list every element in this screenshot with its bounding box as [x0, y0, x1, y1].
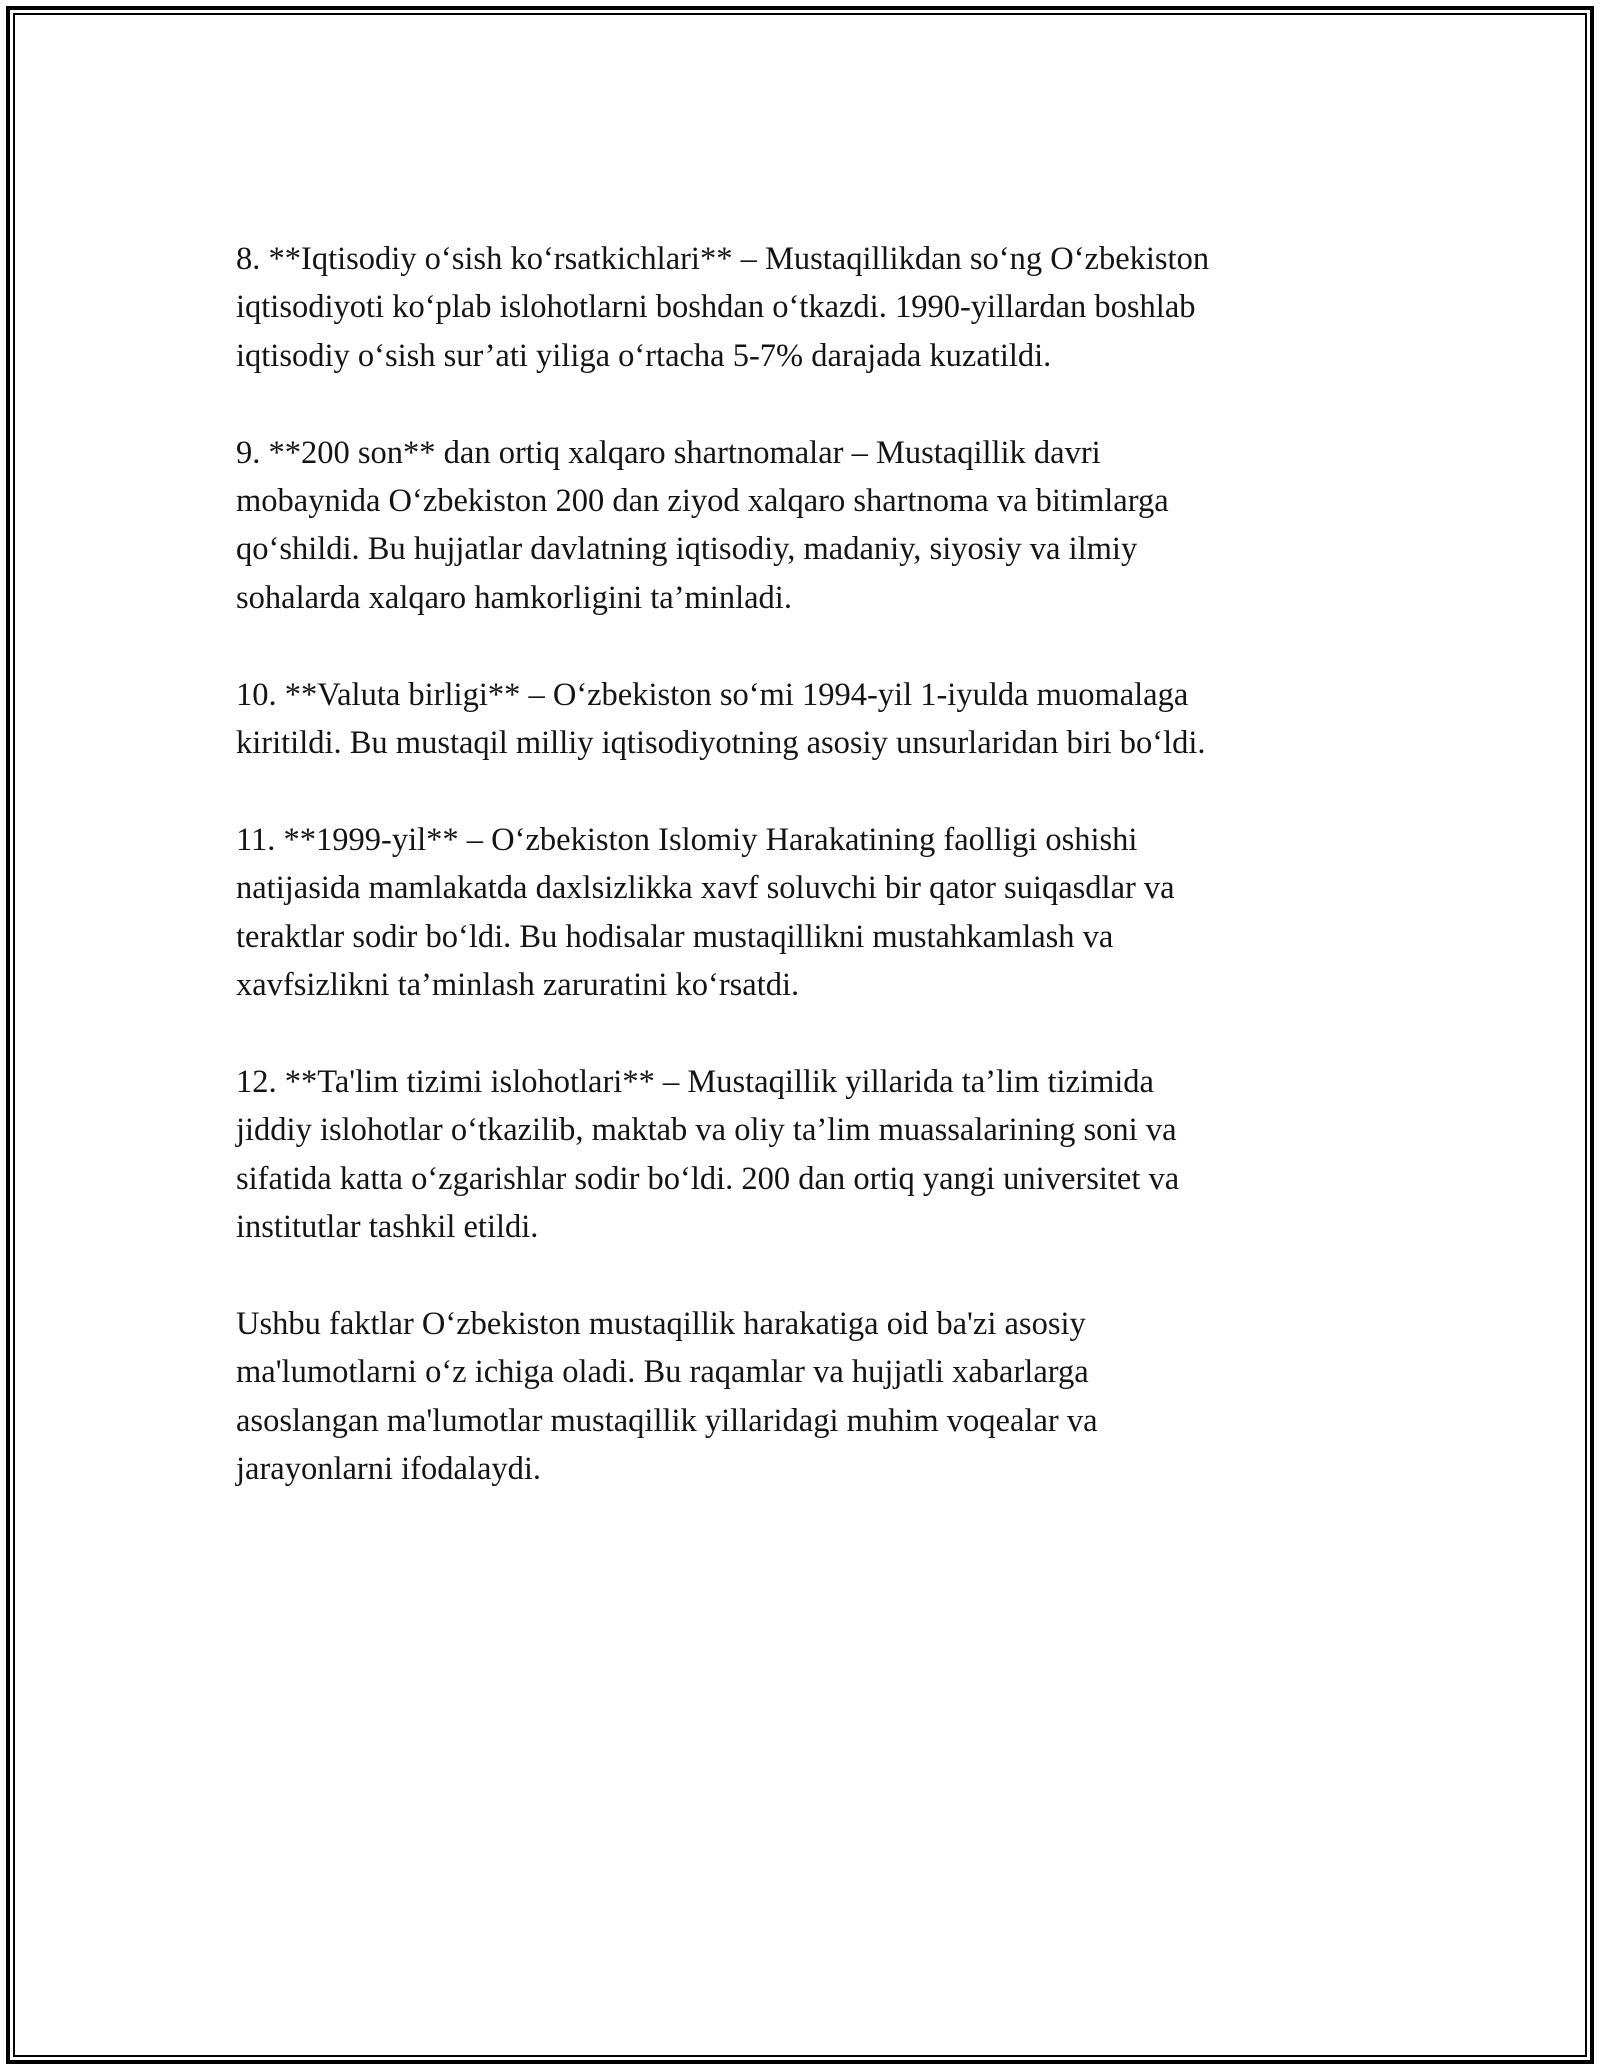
paragraph-fact-11: 11. **1999-yil** – O‘zbekiston Islomiy Harakatining faolligi oshishi natijasida mamlakatda daxlsizlikka xavf soluvchi bir qator suiqasdlar va teraktlar sodir bo‘ldi. Bu hodisalar mustaqillikni mustahkamlash va xavfsizlikni ta’minlash zaruratini ko‘rsatdi.	[236, 821, 1175, 1004]
paragraph-fact-9: 9. **200 son** dan ortiq xalqaro shartnomalar – Mustaqillik davri mobaynida O‘zbekiston 200 dan ziyod xalqaro shartnoma va bitimlarga qo‘shildi. Bu hujjatlar davlatning iqtisodiy, madaniy, siyosiy va ilmiy sohalarda xalqaro hamkorligini ta’minladi.	[236, 434, 1169, 616]
paragraph-fact-12: 12. **Ta'lim tizimi islohotlari** – Mustaqillik yillarida ta’lim tizimida jiddiy islohotlar o‘tkazilib, maktab va oliy ta’lim muassalarining soni va sifatida katta o‘zgarishlar sodir bo‘ldi. 200 dan ortiq yangi universitet va institutlar tashkil etildi.	[236, 1063, 1180, 1246]
paragraph-conclusion: Ushbu faktlar O‘zbekiston mustaqillik harakatiga oid ba'zi asosiy ma'lumotlarni o‘z ichiga oladi. Bu raqamlar va hujjatli xabarlarga asoslangan ma'lumotlar mustaqillik yillaridagi muhim voqealar va jarayonlarni ifodalaydi.	[236, 1305, 1098, 1488]
paragraph-fact-8: 8. **Iqtisodiy o‘sish ko‘rsatkichlari** – Mustaqillikdan so‘ng O‘zbekiston iqtisodiyoti ko‘plab islohotlarni boshdan o‘tkazdi. 1990-yillardan boshlab iqtisodiy o‘sish sur’ati yiliga o‘rtacha 5-7% darajada kuzatildi.	[236, 241, 1210, 374]
document-body	[236, 235, 1376, 1542]
paragraph-fact-10: 10. **Valuta birligi** – O‘zbekiston so‘mi 1994-yil 1-iyulda muomalaga kiritildi. Bu mustaqil milliy iqtisodiyotning asosiy unsurlaridan biri bo‘ldi.	[236, 676, 1206, 762]
